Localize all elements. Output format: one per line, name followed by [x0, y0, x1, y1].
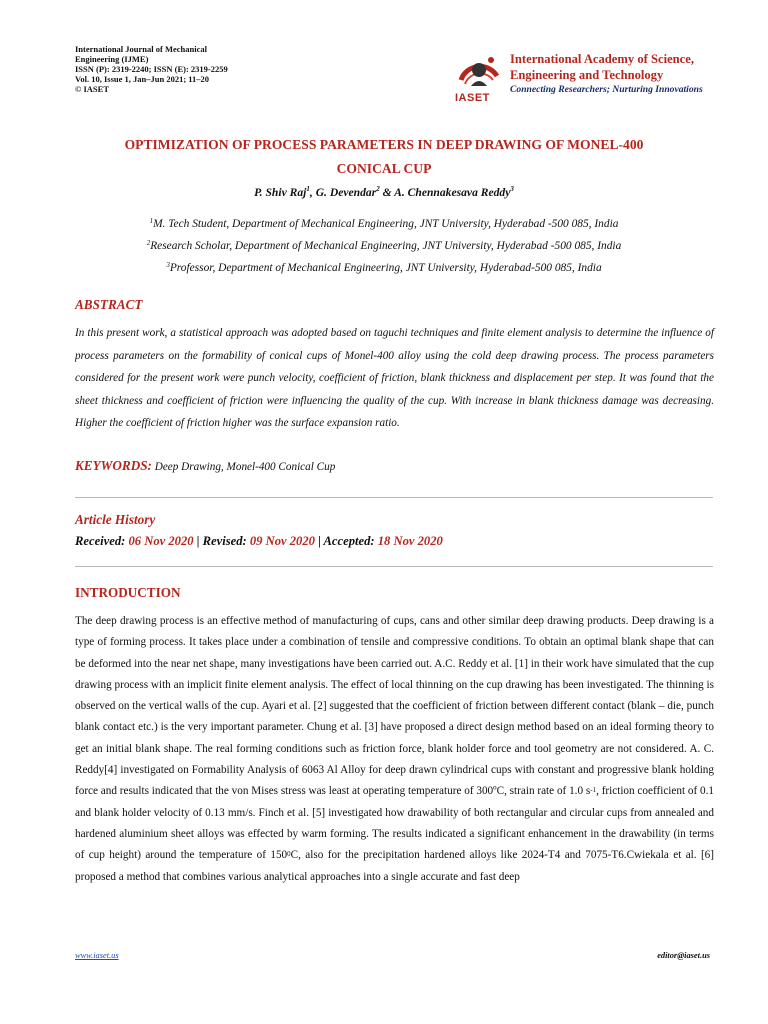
editor-email: editor@iaset.us	[657, 951, 710, 960]
history-separator: |	[193, 534, 203, 548]
author-2-sup: 2	[376, 185, 380, 193]
journal-name-line2: Engineering (IJME)	[75, 54, 149, 64]
introduction-part-2: , friction coefficient of 0.1 and blank holder velocity of 0.13 mm/s. Finch et al. [5] investigated how drawability of both rectangular and circular cups from annealed and hardened aluminium sheet alloys was effected by warm forming. The results indicated a significant enhancement in the drawability (in terms of cup height) around the temperature of 150	[75, 785, 714, 862]
abstract-text: In this present work, a statistical approach was adopted based on taguchi techniques and finite element analysis to determine the influence of process parameters on the formability of conical cups of Monel-400 alloy using the cold deep drawing process. The process parameters considered for the present work were punch velocity, coefficient of friction, blank thickness and displacement per step. It was found that the sheet thickness and coefficient of friction were influencing the quality of the cup. With increase in blank thickness damage was decreasing. Higher the coefficient of friction higher was the surface expansion ratio.	[75, 327, 714, 430]
abstract-heading: ABSTRACT	[75, 297, 143, 312]
divider	[75, 566, 713, 567]
paper-title-line2: CONICAL CUP	[336, 161, 432, 176]
introduction-part-3: C, also for the precipitation hardened alloys like 2024-T4 and 7075-T6.Cwiekala et al. [6] proposed a method that combines various analytical approaches into a single accurate and fast deep	[75, 849, 714, 883]
received-label: Received:	[75, 534, 129, 548]
author-2: , G. Devendar	[309, 186, 377, 199]
affiliation-2-text: Research Scholar, Department of Mechanical Engineering, JNT University, Hyderabad -500 085, India	[150, 240, 622, 252]
introduction-heading: INTRODUCTION	[75, 585, 181, 600]
temperature-superscript: 0	[287, 850, 291, 859]
article-history-heading: Article History	[75, 512, 156, 527]
website-link[interactable]: www.iaset.us	[75, 951, 119, 960]
affiliation-2	[60, 240, 708, 252]
author-3-sup: 3	[510, 185, 514, 193]
logo-tagline: Connecting Researchers; Nurturing Innovations	[510, 84, 703, 95]
keywords	[75, 458, 335, 474]
author-3: & A. Chennakesava Reddy	[379, 186, 511, 199]
strain-rate-exponent: -1	[590, 786, 597, 795]
journal-volume: Vol. 10, Issue 1, Jan–Jun 2021; 11–20	[75, 74, 210, 84]
affiliation-1-text: M. Tech Student, Department of Mechanical Engineering, JNT University, Hyderabad -500 085, India	[153, 218, 619, 230]
logo-acronym: IASET	[455, 92, 490, 104]
history-separator: |	[314, 534, 324, 548]
affiliation-3-sup: 3	[166, 261, 170, 269]
affiliation-3-text: Professor, Department of Mechanical Engineering, JNT University, Hyderabad-500 085, India	[169, 262, 602, 274]
accepted-date: 18 Nov 2020	[377, 534, 443, 548]
introduction-text	[75, 611, 714, 888]
author-1-sup: 1	[306, 185, 310, 193]
revised-date: 09 Nov 2020	[249, 534, 315, 548]
paper-title	[60, 133, 708, 181]
journal-info	[75, 44, 315, 94]
keywords-text: Deep Drawing, Monel-400 Conical Cup	[151, 461, 336, 473]
affiliation-2-sup: 2	[146, 239, 151, 247]
journal-copyright: © IASET	[75, 84, 109, 94]
introduction-part-1: The deep drawing process is an effective method of manufacturing of cups, cans and other similar deep drawing products. Deep drawing is a type of forming process. It takes place under a combination of tensile and compressive conditions. To obtain an optimal blank shape that can be deformed into the near net shape, many investigations have been carried out. A.C. Reddy et al. [1] in their work have simulated that the cup drawing process with an implicit finite element analysis. The effect of local thinning on the cup drawing has been investigated. The thinning is observed on the vertical walls of the cup. Ayari et al. [2] suggested that the coefficient of friction between different contact (blank – die, punch blank contact etc.) is the very important parameter. Chung et al. [3] have proposed a direct design method based on an ideal forming theory to get an initial blank shape. The real forming conditions such as friction force, blank holder force and tool geometry are not considered. A. C. Reddy[4] investigated on Formability Analysis of 6063 Al Alloy for deep drawn cylindrical cups with constant and progressive blank holding force and results indicated that the von Mises stress was least at operating temperature of 300ºC, strain rate of 1.0 s	[75, 615, 714, 798]
revised-label: Revised:	[202, 534, 250, 548]
received-date: 06 Nov 2020	[128, 534, 194, 548]
paper-title-line1: OPTIMIZATION OF PROCESS PARAMETERS IN DEEP DRAWING OF MONEL-400	[124, 137, 644, 152]
article-history-dates	[75, 534, 443, 549]
author-1: P. Shiv Raj	[254, 186, 307, 199]
affiliation-3	[60, 262, 708, 274]
keywords-label: KEYWORDS:	[75, 458, 152, 473]
logo-line2: Engineering and Technology	[510, 68, 664, 82]
authors	[60, 186, 708, 199]
affiliation-1-sup: 1	[149, 217, 154, 225]
logo-text	[510, 51, 750, 97]
divider	[75, 497, 713, 498]
journal-name-line1: International Journal of Mechanical	[75, 44, 207, 54]
logo-line1: International Academy of Science,	[510, 52, 694, 66]
accepted-label: Accepted:	[323, 534, 378, 548]
journal-issn: ISSN (P): 2319-2240; ISSN (E): 2319-2259	[75, 64, 228, 74]
affiliation-1	[60, 218, 708, 230]
